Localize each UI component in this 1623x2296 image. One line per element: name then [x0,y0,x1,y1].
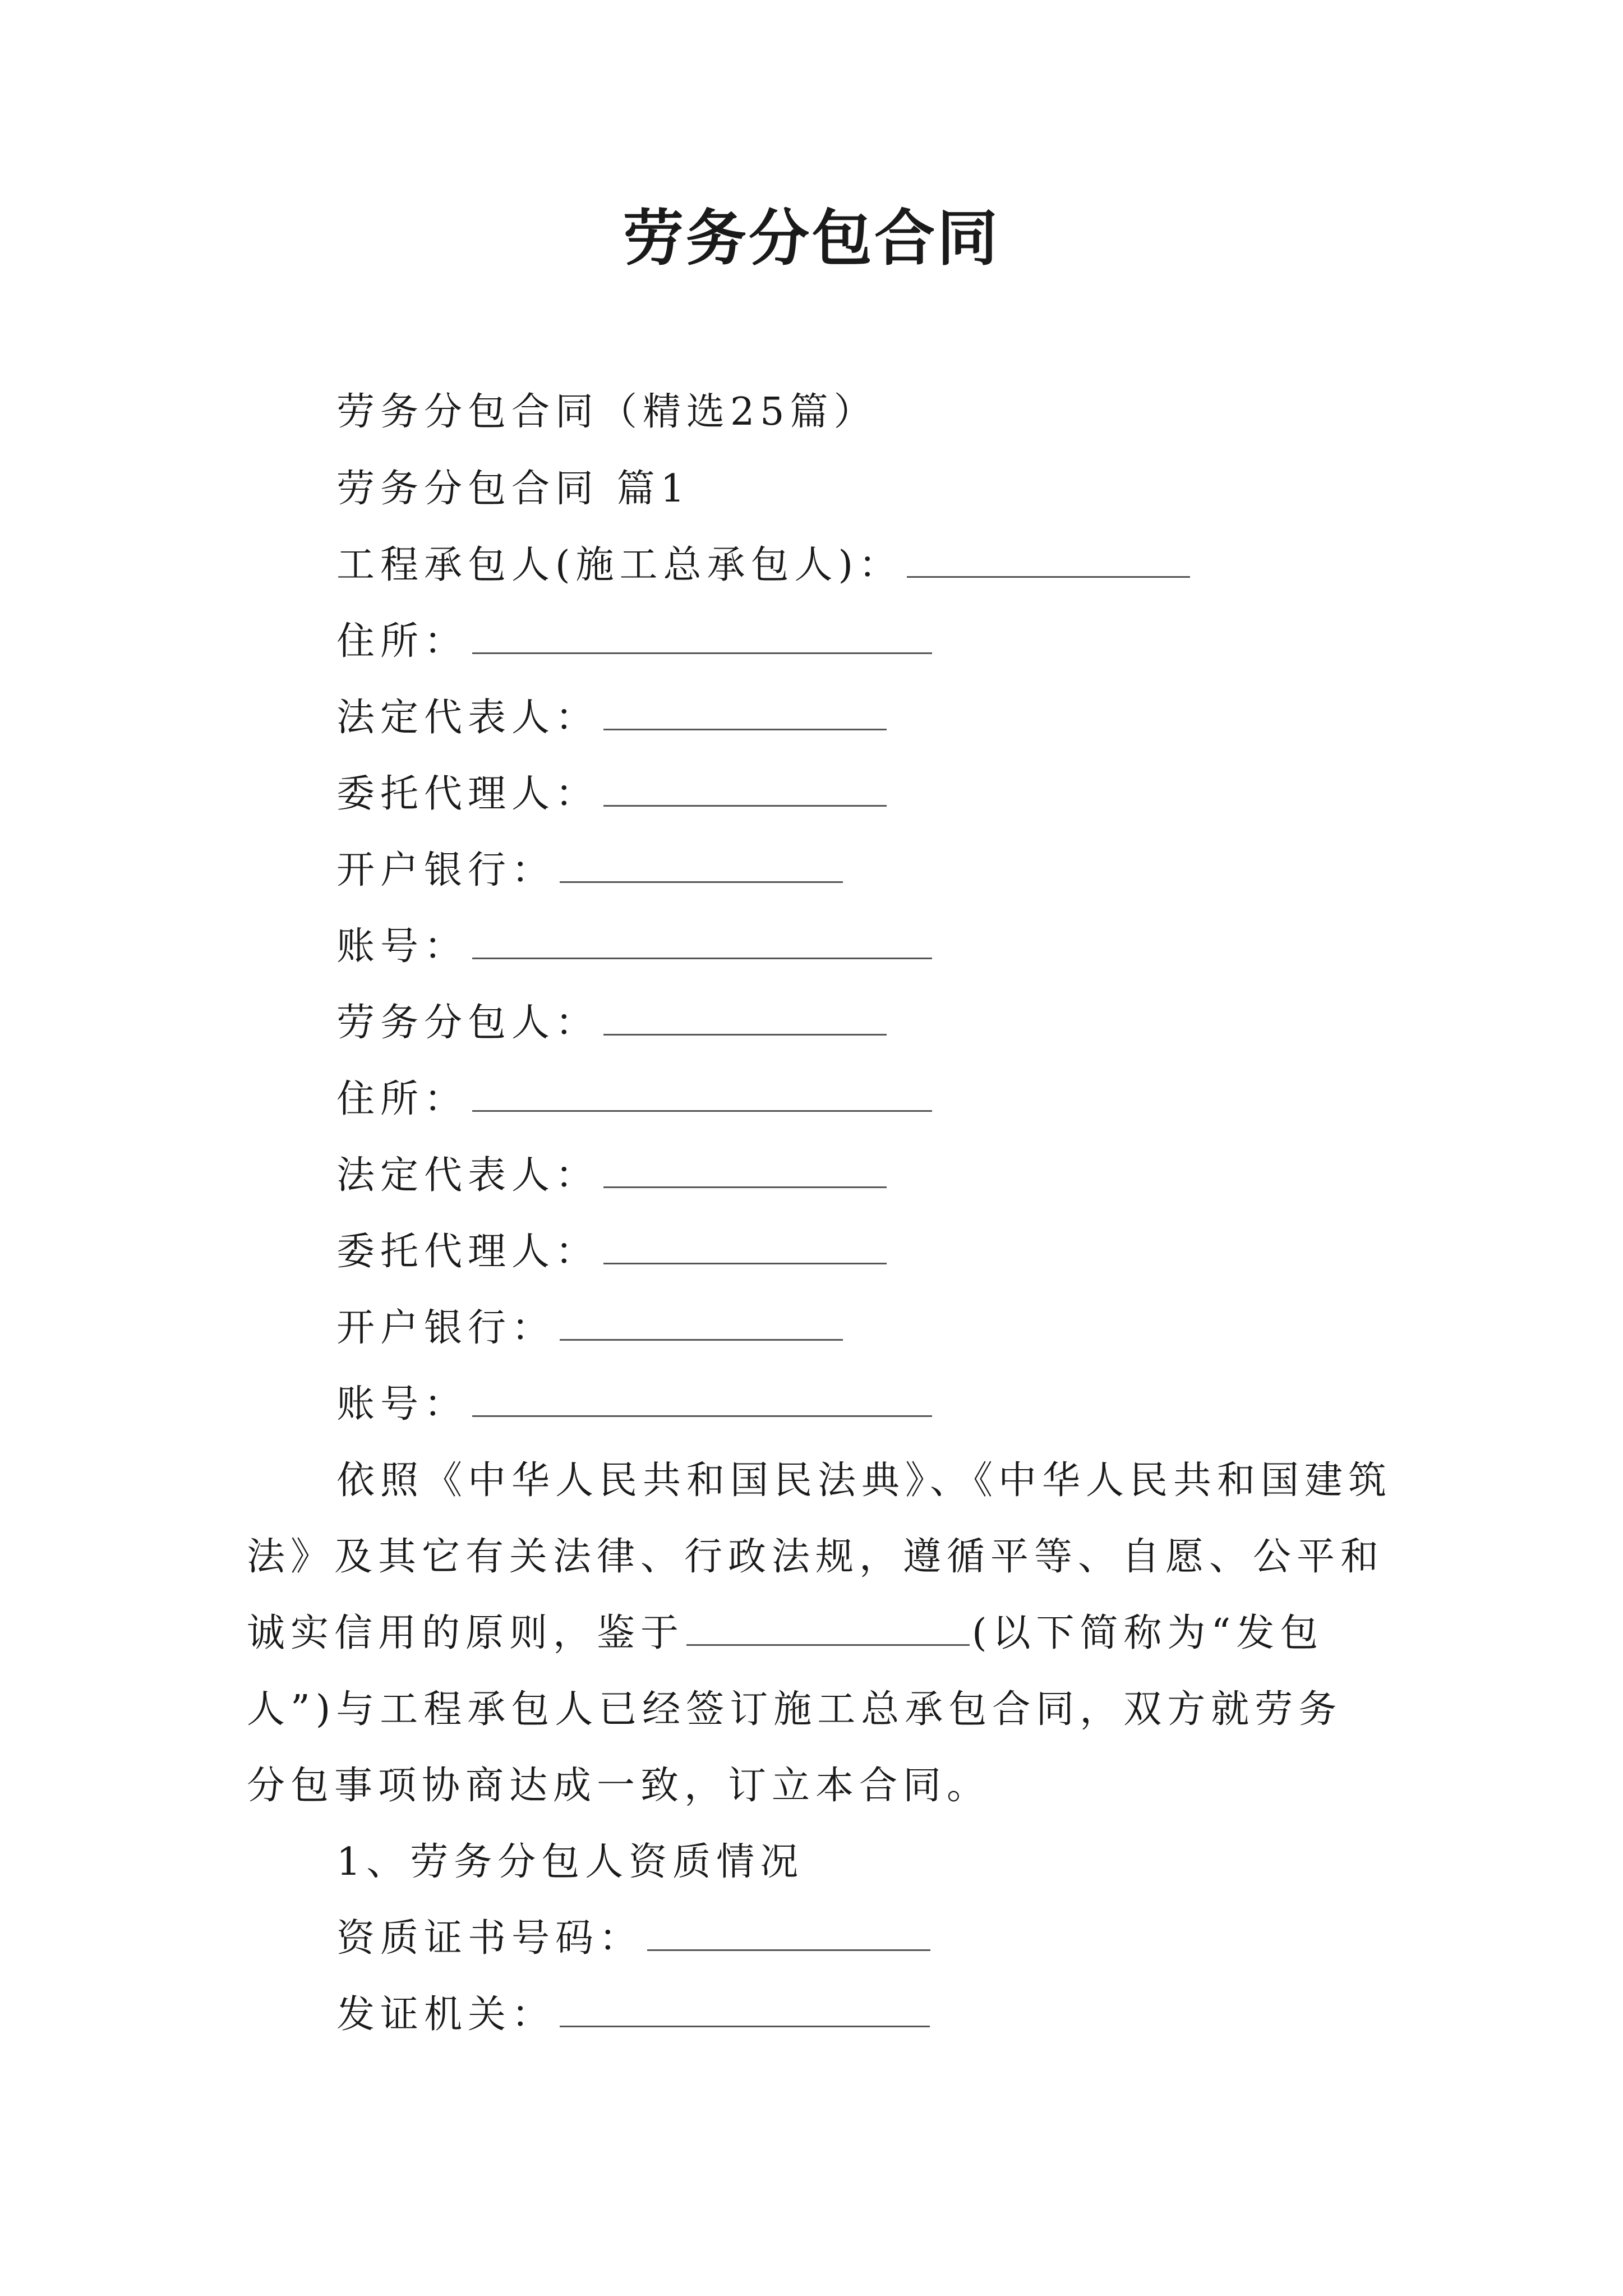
contractor-address-blank[interactable] [472,616,932,654]
contractor-legal-rep-blank[interactable] [603,693,887,730]
subcontractor-account-blank[interactable] [472,1379,932,1417]
section-heading-text: 劳务分包合同 篇1 [336,467,690,511]
subcontractor-legal-rep-label: 法定代表人： [336,1153,600,1198]
preamble-line-3 [247,1605,1324,1662]
subcontractor-name-blank[interactable] [603,998,887,1036]
contractor-bank-row [336,843,843,899]
preamble-line-3-after: (以下简称为“发包 [972,1611,1324,1655]
cert-number-blank[interactable] [647,1913,930,1951]
contractor-agent-label: 委托代理人： [336,772,600,816]
preamble-line-5: 分包事项协商达成一致，订立本合同。 [247,1764,991,1808]
contractor-address-label: 住所： [336,619,468,664]
subcontractor-address-blank[interactable] [472,1074,932,1112]
contractor-bank-blank[interactable] [560,845,843,883]
subtitle-text: 劳务分包合同（精选25篇） [336,390,878,434]
clause-1-heading-text: 1、劳务分包人资质情况 [336,1840,804,1884]
subcontractor-account-row [336,1377,932,1433]
clause-1-heading [336,1834,804,1890]
subcontractor-bank-blank[interactable] [560,1303,843,1341]
document-subtitle [336,384,878,440]
cert-number-row [336,1911,930,1967]
contractor-legal-rep-row [336,690,887,746]
contractor-agent-row [336,766,887,822]
contractor-legal-rep-label: 法定代表人： [336,696,600,740]
cert-number-label: 资质证书号码： [336,1916,643,1961]
contractor-account-label: 账号： [336,924,468,969]
contractor-bank-label: 开户银行： [336,848,556,892]
document-title: 劳务分包合同 [623,203,1000,274]
cert-issuer-label: 发证机关： [336,1993,556,2037]
contractor-name-label: 工程承包人(施工总承包人)： [336,543,903,587]
subcontractor-agent-label: 委托代理人： [336,1230,600,1274]
cert-issuer-blank[interactable] [560,1990,930,2027]
subcontractor-account-label: 账号： [336,1382,468,1427]
contractor-account-row [336,919,932,975]
prime-contractor-blank[interactable] [686,1608,970,1646]
subcontractor-bank-row [336,1300,843,1356]
subcontractor-address-row [336,1071,932,1128]
subcontractor-legal-rep-blank[interactable] [603,1151,887,1188]
preamble-line-1: 依照《中华人民共和国民法典》、《中华人民共和国建筑 [336,1458,1393,1503]
subcontractor-name-row [336,995,887,1051]
subcontractor-agent-blank[interactable] [603,1227,887,1264]
subcontractor-bank-label: 开户银行： [336,1306,556,1350]
contractor-agent-blank[interactable] [603,769,887,807]
preamble-line-2: 法》及其它有关法律、行政法规，遵循平等、自愿、公平和 [247,1535,1385,1579]
subcontractor-name-label: 劳务分包人： [336,1001,600,1045]
section-heading [336,461,690,517]
subcontractor-agent-row [336,1224,887,1280]
preamble-line-4: 人”)与工程承包人已经签订施工总承包合同，双方就劳务 [247,1687,1343,1732]
contractor-name-row [336,537,1190,593]
subcontractor-address-label: 住所： [336,1077,468,1121]
contractor-account-blank[interactable] [472,922,932,959]
contractor-address-row [336,614,932,670]
contractor-name-blank[interactable] [907,540,1190,578]
cert-issuer-row [336,1987,930,2043]
preamble-line-3-before: 诚实信用的原则，鉴于 [247,1611,685,1655]
subcontractor-legal-rep-row [336,1148,887,1204]
